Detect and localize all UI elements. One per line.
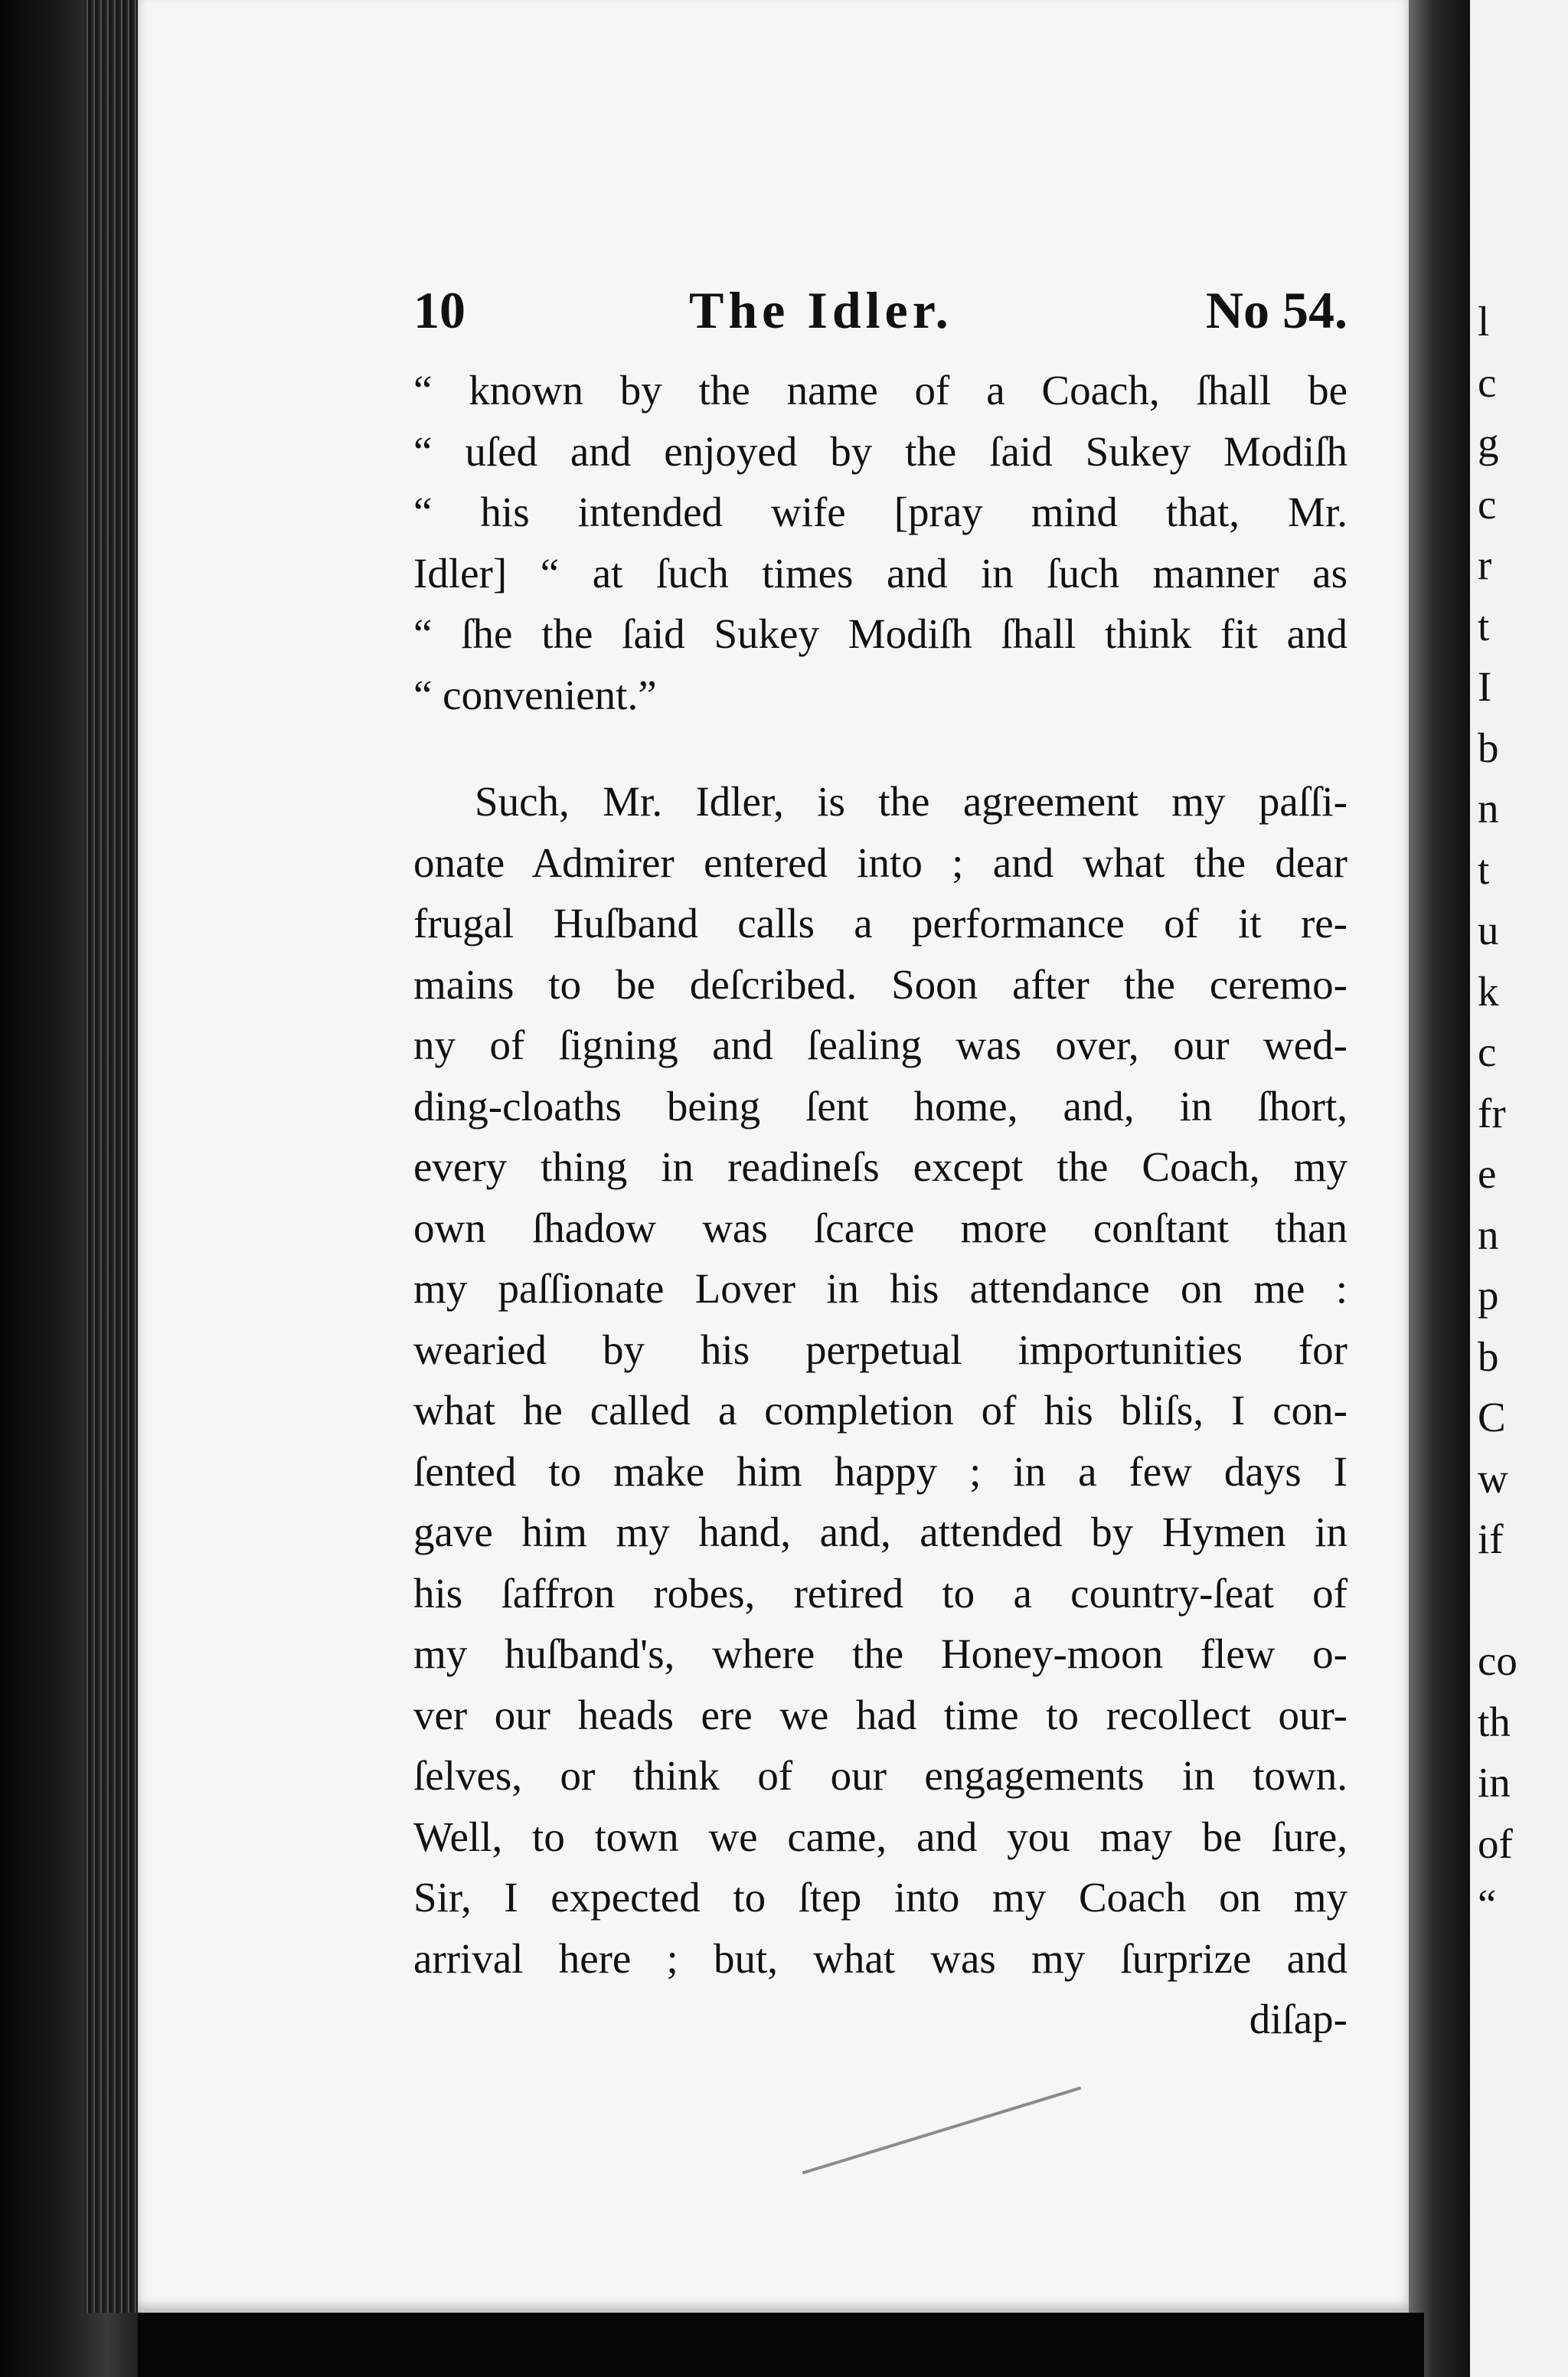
text-line: mains to be deſcribed. Soon after the ceremo- bbox=[413, 960, 1348, 1008]
text-line: what he called a completion of his bliſs, I con- bbox=[413, 1387, 1348, 1434]
text-line: “ his intended wife [pray mind that, Mr. bbox=[413, 489, 1348, 535]
facing-page-letter: r bbox=[1478, 541, 1492, 588]
issue-number: No 54. bbox=[1205, 281, 1348, 339]
facing-page-letter: n bbox=[1478, 785, 1499, 832]
scan-border bbox=[138, 2313, 1424, 2377]
text-line: every thing in readineſs except the Coach, my bbox=[413, 1143, 1348, 1190]
facing-page-letter: g bbox=[1478, 420, 1499, 466]
text-line: “ convenient.” bbox=[413, 671, 657, 718]
paragraph-gap bbox=[413, 725, 1348, 771]
text-line: “ known by the name of a Coach, ſhall be bbox=[413, 367, 1348, 414]
facing-page-letter: in bbox=[1478, 1759, 1511, 1806]
facing-page-edge bbox=[1470, 0, 1568, 2377]
facing-page-letter: t bbox=[1478, 845, 1490, 893]
text-line: arrival here ; but, what was my ſurprize and bbox=[413, 1934, 1348, 1982]
facing-page-letter: p bbox=[1478, 1272, 1499, 1319]
facing-page-letter: c bbox=[1478, 1028, 1497, 1075]
facing-page-letter: e bbox=[1478, 1150, 1497, 1197]
text-line: ſelves, or think of our engagements in town. bbox=[413, 1752, 1348, 1799]
text-line: Sir, I expected to ſtep into my Coach on my bbox=[413, 1874, 1348, 1921]
text-line: ſented to make him happy ; in a few days I bbox=[413, 1447, 1348, 1495]
text-line: ver our heads ere we had time to recollect our- bbox=[413, 1691, 1348, 1738]
text-line: Idler] “ at ſuch times and in ſuch manner as bbox=[413, 549, 1348, 597]
facing-page-letter: k bbox=[1478, 967, 1499, 1015]
text-line: wearied by his perpetual importunities for bbox=[413, 1326, 1348, 1373]
facing-page-letter: “ bbox=[1478, 1881, 1497, 1927]
page-edges bbox=[84, 0, 138, 2313]
text-line: Well, to town we came, and you may be ſure, bbox=[413, 1813, 1348, 1860]
text-line: own ſhadow was ſcarce more conſtant than bbox=[413, 1204, 1348, 1251]
running-title: The Idler. bbox=[689, 281, 953, 339]
facing-page-letter: co bbox=[1478, 1637, 1517, 1684]
facing-page-letter: I bbox=[1478, 663, 1492, 710]
facing-page-letter: fr bbox=[1478, 1089, 1506, 1136]
facing-page-letter: t bbox=[1478, 602, 1490, 649]
catchword: diſap- bbox=[1249, 1996, 1348, 2042]
facing-page-letter: b bbox=[1478, 724, 1499, 771]
facing-page-letter: u bbox=[1478, 907, 1499, 953]
page-number: 10 bbox=[413, 281, 466, 339]
facing-page-letter: n bbox=[1478, 1211, 1499, 1258]
text-line: ny of ſigning and ſealing was over, our wed- bbox=[413, 1022, 1348, 1068]
facing-page-letter: b bbox=[1478, 1332, 1499, 1380]
text-line: frugal Huſband calls a performance of it re- bbox=[413, 900, 1348, 947]
facing-page-letter: l bbox=[1478, 298, 1490, 345]
facing-page-letter: c bbox=[1478, 358, 1497, 406]
text-line: “ ſhe the ſaid Sukey Modiſh ſhall think fit and bbox=[413, 610, 1348, 657]
text-line: my huſband's, where the Honey-moon flew o- bbox=[413, 1630, 1348, 1677]
text-line: my paſſionate Lover in his attendance on me : bbox=[413, 1265, 1348, 1312]
text-line: “ uſed and enjoyed by the ſaid Sukey Modiſh bbox=[413, 427, 1348, 475]
facing-page-letter: w bbox=[1478, 1454, 1508, 1502]
text-line: onate Admirer entered into ; and what the dear bbox=[413, 839, 1348, 886]
facing-page-letter: th bbox=[1478, 1698, 1511, 1745]
text-line: gave him my hand, and, attended by Hymen in bbox=[413, 1509, 1348, 1555]
running-head bbox=[413, 276, 1348, 345]
page-fold-shadow bbox=[1409, 0, 1470, 2377]
facing-page-letter: c bbox=[1478, 480, 1497, 528]
text-line: ding-cloaths being ſent home, and, in ſhort, bbox=[413, 1082, 1348, 1130]
body-text bbox=[413, 360, 1348, 2050]
facing-page-letter: if bbox=[1478, 1515, 1504, 1562]
text-line: his ſaffron robes, retired to a country-ſeat of bbox=[413, 1569, 1348, 1617]
facing-page-letter: of bbox=[1478, 1820, 1513, 1867]
paragraph-first-line: Such, Mr. Idler, is the agreement my paſſi- bbox=[475, 778, 1348, 825]
facing-page-letter: C bbox=[1478, 1394, 1506, 1440]
